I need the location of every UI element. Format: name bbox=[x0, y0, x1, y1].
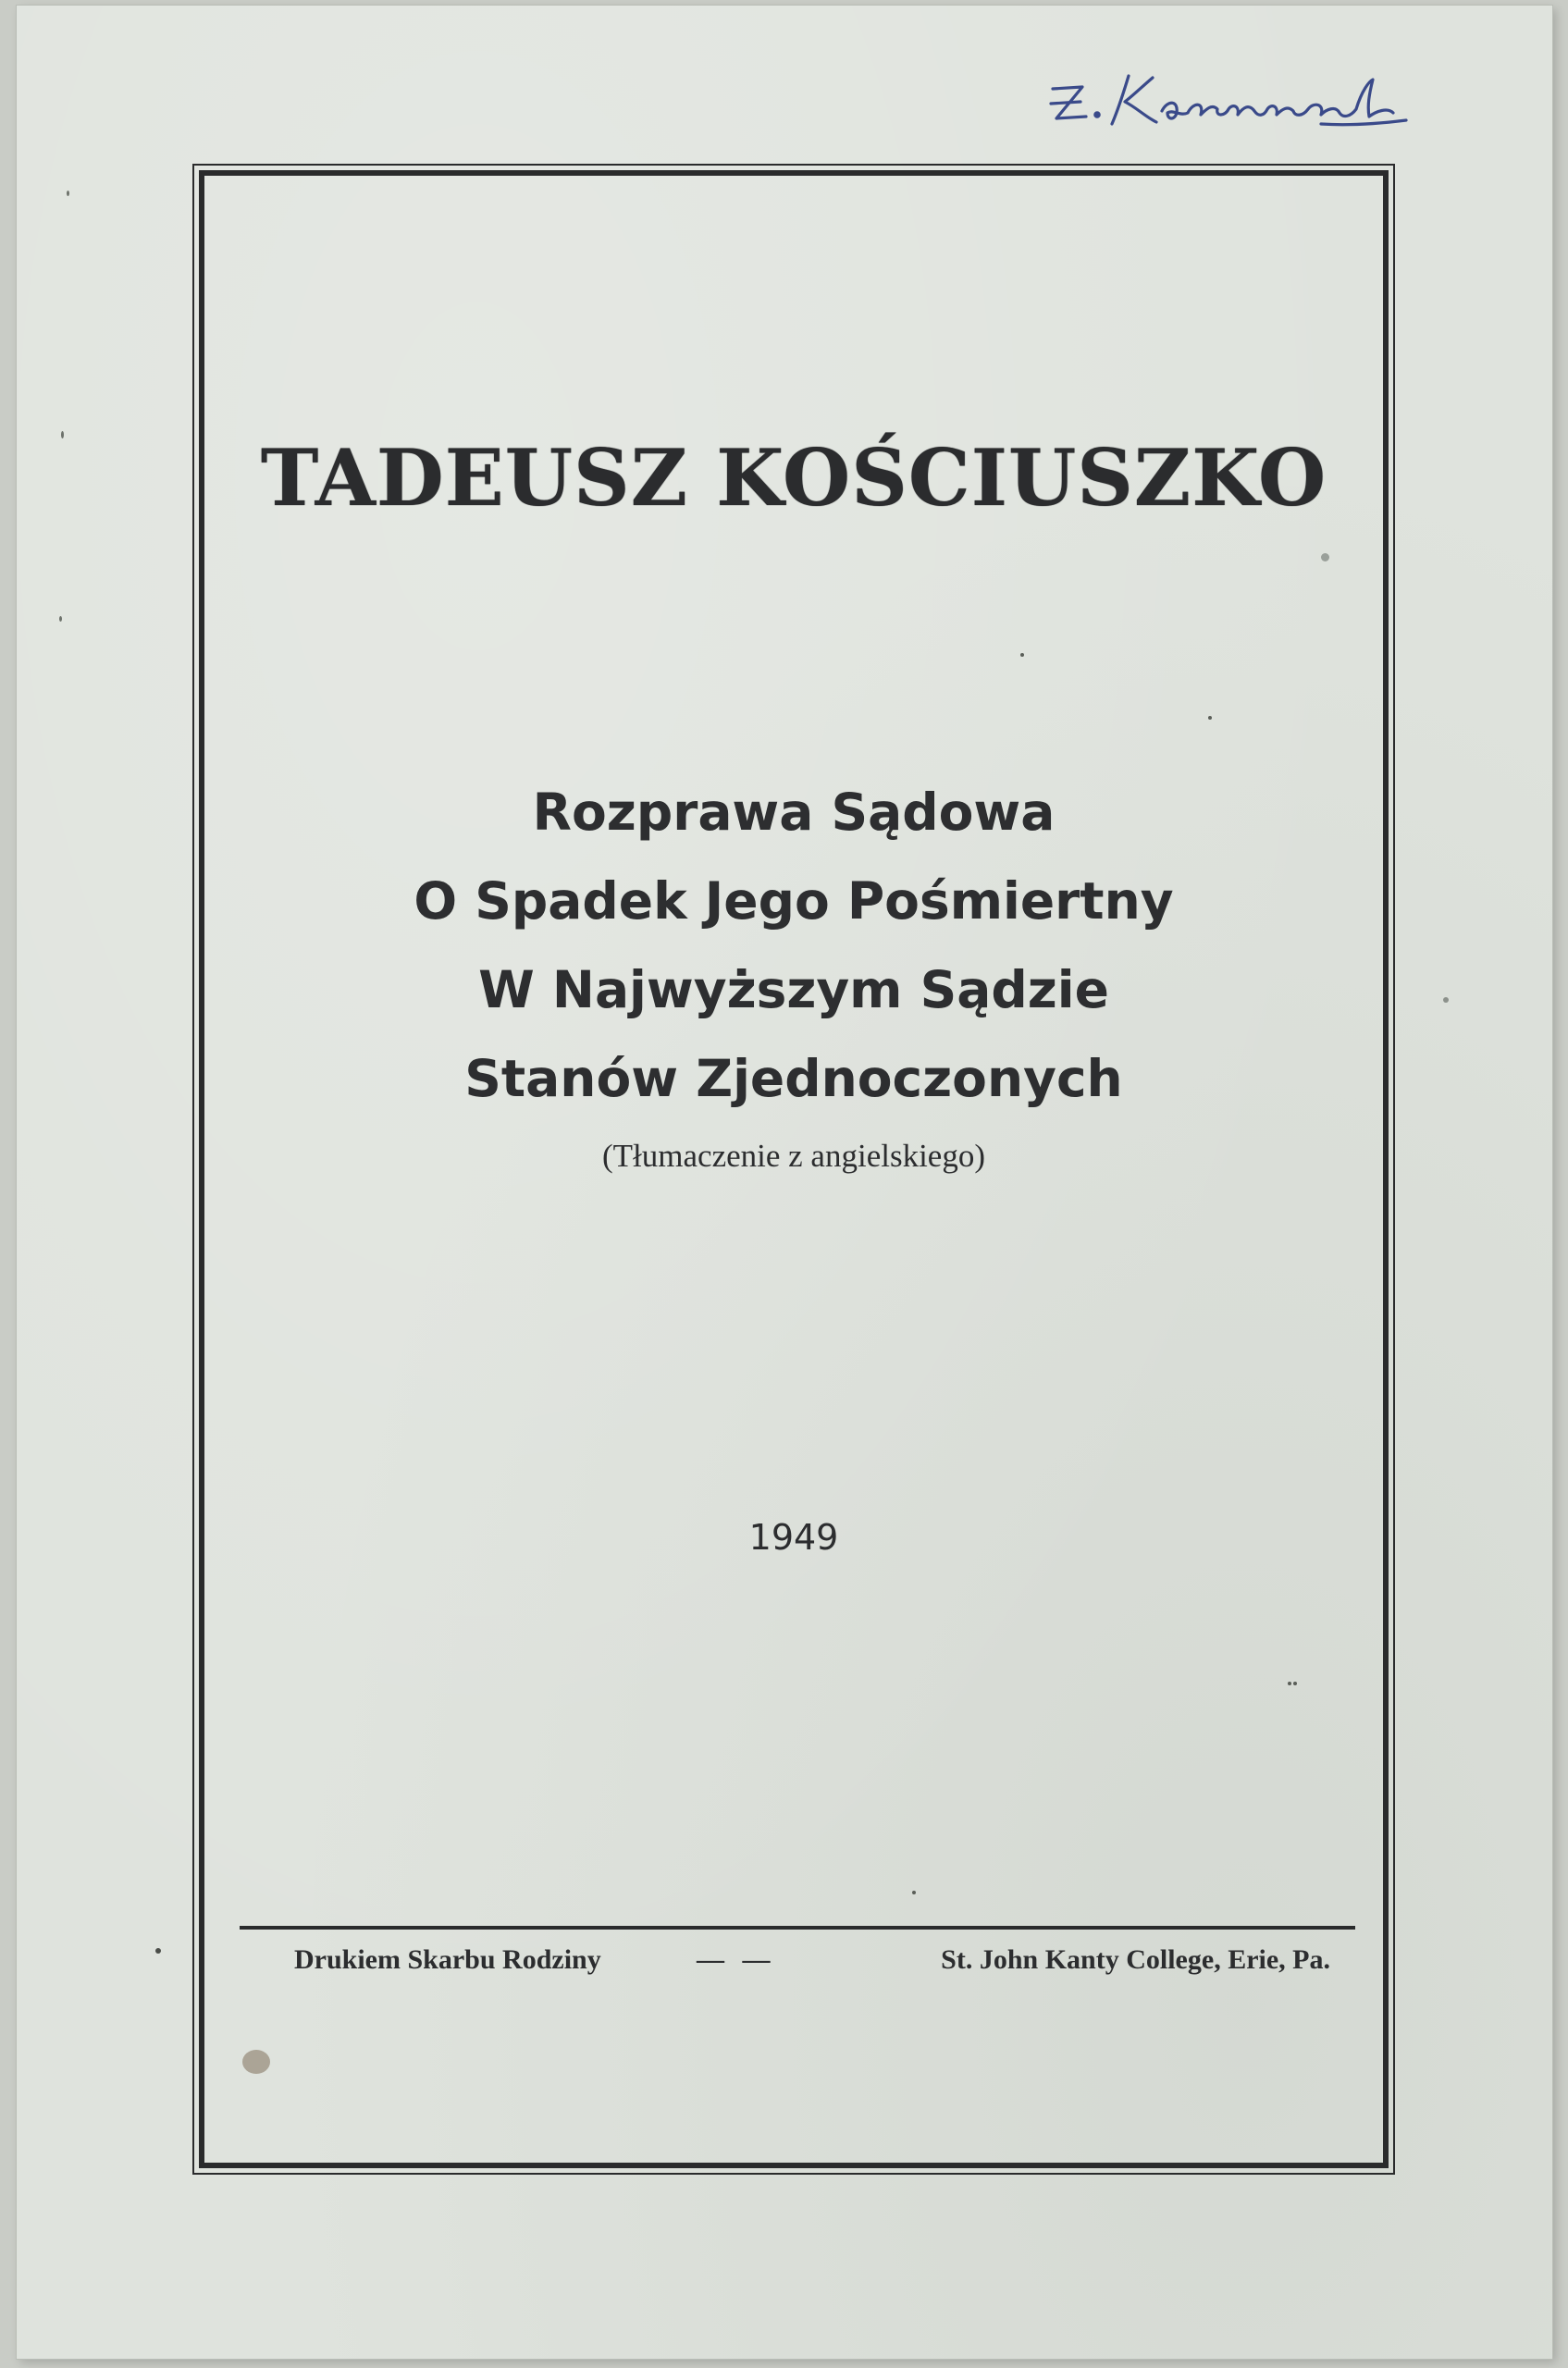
subtitle-line: O Spadek Jego Pośmiertny bbox=[414, 871, 1174, 931]
paper-speck bbox=[1288, 1682, 1291, 1685]
paper-speck bbox=[1321, 553, 1329, 561]
handwritten-signature bbox=[1043, 63, 1525, 137]
cover-subtitle bbox=[204, 768, 1383, 1123]
paper-speck bbox=[155, 1948, 161, 1954]
paper-speck bbox=[67, 191, 69, 196]
subtitle-line: Stanów Zjednoczonych bbox=[464, 1049, 1123, 1108]
foxing-stain bbox=[242, 2050, 270, 2074]
imprint-place: St. John Kanty College, Erie, Pa. bbox=[941, 1944, 1330, 1975]
paper-speck bbox=[61, 431, 64, 438]
publication-year: 1949 bbox=[748, 1517, 839, 1558]
paper-speck bbox=[1208, 716, 1212, 720]
cover-title: TADEUSZ KOŚCIUSZKO bbox=[260, 432, 1327, 524]
subtitle-line: Rozprawa Sądowa bbox=[532, 783, 1056, 842]
svg-text:Z. Kaczmarek: Z. Kaczmarek bbox=[1043, 63, 1049, 64]
imprint-printer: Drukiem Skarbu Rodziny bbox=[294, 1944, 601, 1975]
paper-speck bbox=[59, 616, 62, 622]
subtitle-line: W Najwyższym Sądzie bbox=[478, 960, 1109, 1019]
cover-border-frame bbox=[199, 170, 1389, 2168]
translation-note: (Tłumaczenie z angielskiego) bbox=[602, 1138, 985, 1174]
paper-speck bbox=[1293, 1682, 1297, 1685]
paper-speck bbox=[1020, 653, 1024, 657]
paper-speck bbox=[1443, 997, 1449, 1003]
footer-divider bbox=[240, 1926, 1355, 1930]
booklet-cover bbox=[17, 6, 1552, 2359]
paper-speck bbox=[912, 1891, 916, 1894]
imprint-separator: — — bbox=[697, 1944, 776, 1975]
